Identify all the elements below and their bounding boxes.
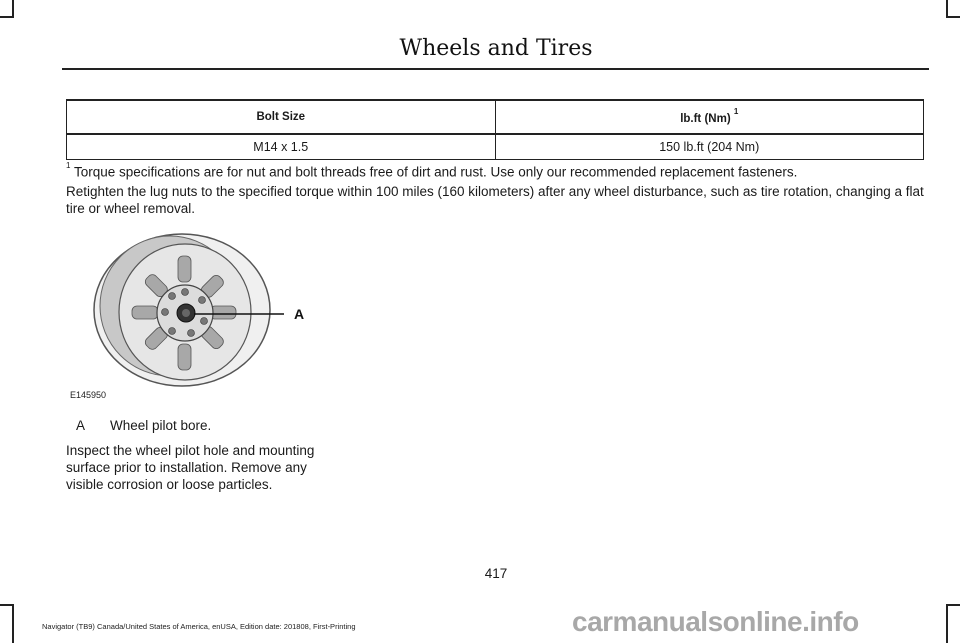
footnote — [66, 160, 930, 181]
column-header-torque — [495, 100, 924, 134]
paragraph-inspect: Inspect the wheel pilot hole and mounting surface prior to installation. Remove any visible corrosion or loose particles. — [66, 443, 315, 492]
title-divider — [62, 68, 929, 70]
cell-bolt-size: M14 x 1.5 — [67, 134, 496, 160]
table-header-row — [67, 100, 924, 134]
figure-legend — [76, 418, 211, 433]
crop-mark — [0, 16, 14, 18]
wheel-illustration — [70, 226, 340, 390]
crop-mark — [946, 604, 948, 643]
page-number: 417 — [484, 566, 508, 581]
table-row — [67, 134, 924, 160]
crop-mark — [12, 604, 14, 643]
footnote-text: Torque specifications are for nut and bolt threads free of dirt and rust. Use only our recommended replacement fasteners. — [70, 164, 798, 180]
cell-torque: 150 lb.ft (204 Nm) — [495, 134, 924, 160]
page-title: Wheels and Tires — [399, 36, 593, 61]
crop-mark — [946, 604, 960, 606]
column-header-torque-label: lb.ft (Nm) — [680, 112, 731, 125]
footnote-ref: 1 — [733, 106, 739, 116]
paragraph-retighten: Retighten the lug nuts to the specified torque within 100 miles (160 kilometers) after any wheel disturbance, such as tire rotation, changing a flat tire or wheel removal. — [66, 184, 924, 216]
watermark: carmanualsonline.info — [572, 606, 859, 637]
legend-key: A — [76, 418, 86, 433]
footnote-marker: 1 — [66, 161, 71, 170]
torque-spec-table — [66, 99, 924, 160]
crop-mark — [0, 604, 14, 606]
footer-text: Navigator (TB9) Canada/United States of America, enUSA, Edition date: 201808, First-Printing — [42, 622, 356, 631]
figure-id: E145950 — [70, 390, 107, 400]
crop-mark — [946, 16, 960, 18]
legend-description: Wheel pilot bore. — [110, 418, 212, 433]
column-header-bolt-size: Bolt Size — [67, 100, 496, 134]
callout-a: A — [294, 306, 305, 322]
